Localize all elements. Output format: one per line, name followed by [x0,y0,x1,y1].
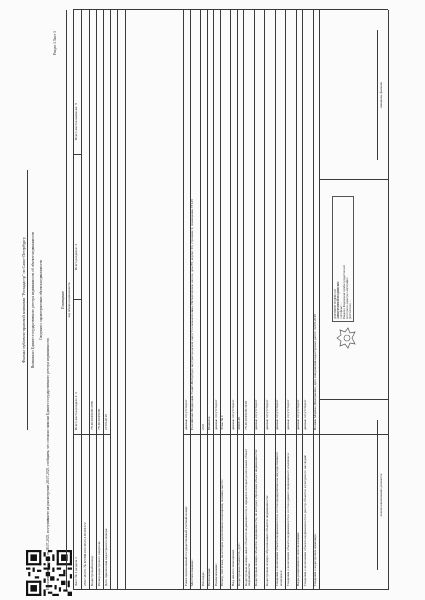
field-label: Назначение: [207,567,211,586]
field-label: Местоположение: [190,559,194,586]
field-value: данные отсутствуют [230,399,235,430]
request-basis: На основании запроса от 28.07.2025, поступившего на рассмотрение 28.07.2025, сообщаем, что согласно записям Единого государственного реестра недвижимости: [46,337,50,590]
cadastral-quarter: 78:40:0019106 [97,408,101,430]
extract-title: Выписка из Единого государственного реестра недвижимости об объекте недвижимости [31,231,35,369]
field-value: данные отсутствуют [296,399,300,430]
field-label: Кадастровые номера объектов недвижимости, из которых образован объект недвижимости: [254,449,258,586]
cadastral-number: 78:40:0019106:3700 [90,400,94,430]
table-col-divider [73,435,110,436]
name-caption: инициалы, фамилия [379,82,383,108]
object-type-caption: вид объекта недвижимости [67,282,71,318]
detail-table-left [183,589,388,590]
table-top-border [73,10,74,590]
field-label: Номер, тип этажа, на котором расположено помещение, машино-место: [220,479,224,586]
position-caption: полное наименование должности [379,473,383,517]
signature-divider [319,400,388,401]
sections-count: Всего разделов: 3 [74,243,78,270]
engineer-value: Волина Марина Дмитриевна, дата завершения кадастровых работ: 22.09.2019 [313,314,317,430]
field-value: данные отсутствуют [285,399,290,430]
stamp-title: ДОКУМЕНТ ПОДПИСАН [334,289,337,319]
field-label: Сведения о включении объекта недвижимости в реестр объектов культурного наследия: [302,454,307,586]
field-value: 23.6 [200,423,205,430]
table-line [81,10,82,590]
field-label: Виды разрешенного использования: [296,532,300,586]
field-label: Кадастровые номера иных объектов недвижимости, в пределах которых расположен объект недвижимости: [243,448,252,586]
stamp-line: Сертификат: ... [340,302,343,319]
stamp-line: регистрации, кадастра и картографии [346,277,349,319]
row-line [125,10,126,590]
e-signature-stamp [332,196,354,322]
stamp-subtitle: ЭЛЕКТРОННОЙ ПОДПИСЬЮ [337,281,340,319]
location-value: Российская Федерация, Санкт-Петербург, внутригородской округ Сосновая поляна, Петергофское шоссе, дом 88, корпус 10, строение 1, помещение 371-Н [190,199,194,430]
field-label: Сведения о включении объекта недвижимости в состав единого недвижимого комплекса: [285,452,290,586]
field-label: Вид жилого помещения: [230,549,235,586]
field-value: данные отсутствуют [302,399,307,430]
field-value: данные отсутствуют [213,399,218,430]
field-value: 78:40:0019106:3198 [243,400,248,430]
field-value: данные отсутствуют [275,399,279,430]
field-value: Этаж № 1 [220,415,224,430]
section-label: Раздел 1 Лист 1 [53,31,57,55]
table-left-border [73,589,183,590]
detail-table-top [183,10,184,590]
field-label: Наименование: [213,563,218,586]
row-line [110,10,111,590]
stamp-line: Действителен: ... [349,300,352,319]
table-row-label: Дата присвоения кадастрового номера: [103,527,108,586]
detail-col-divider [183,435,388,436]
table-col-divider [73,155,81,156]
field-value: Нежилое [207,416,211,430]
field-label: Сведения о кадастровом инженере: [313,533,317,586]
extract-subtitle: Сведения о характеристиках объекта недвижимости [39,260,43,340]
sheet-number: Лист № 1 раздела 1 [74,557,78,586]
table-row-label: 28.07.2025г. № КУВИ-001/2025-146481472 [83,522,87,586]
signature-divider [319,180,388,181]
total-sheets: Всего листов выписки: 9 [74,103,78,140]
field-value: данные отсутствуют [183,399,188,430]
object-type: Помещение [61,291,65,309]
table-col-divider [73,300,81,301]
cadastral-value: 49460.26 [237,416,241,430]
field-label: Кадастровая стоимость, руб.: [237,542,241,586]
detail-table-right [183,9,388,10]
field-label: Площадь: [200,571,205,586]
table-row-label: Номер кадастрового квартала: [97,540,101,586]
field-label: Кадастровые номера образованных объектов недвижимости: [264,495,269,586]
assignment-date: 27.09.2019 [103,414,108,430]
field-value: данные отсутствуют [264,399,269,430]
field-label: Сведения о включении объекта недвижимости в состав предприятия как имущественного комплекса: [275,451,283,586]
org-underline [27,170,28,430]
emblem-icon [335,326,359,350]
table-right-border [73,9,183,10]
row-line [117,10,118,590]
org-name: Филиал публично-правовой компании "Роскадастр" по Санкт-Петербургу [21,237,26,363]
table-row-label: Кадастровый номер: [90,555,94,586]
field-value: данные отсутствуют [254,399,258,430]
stamp-line: Владелец: Федеральная служба государственной [343,265,346,319]
sheets-in-section: Всего листов раздела 1: 2 [74,392,78,430]
detail-table-bottom [388,10,389,590]
field-label: Ранее присвоенный государственный учетный номер: [183,505,188,586]
